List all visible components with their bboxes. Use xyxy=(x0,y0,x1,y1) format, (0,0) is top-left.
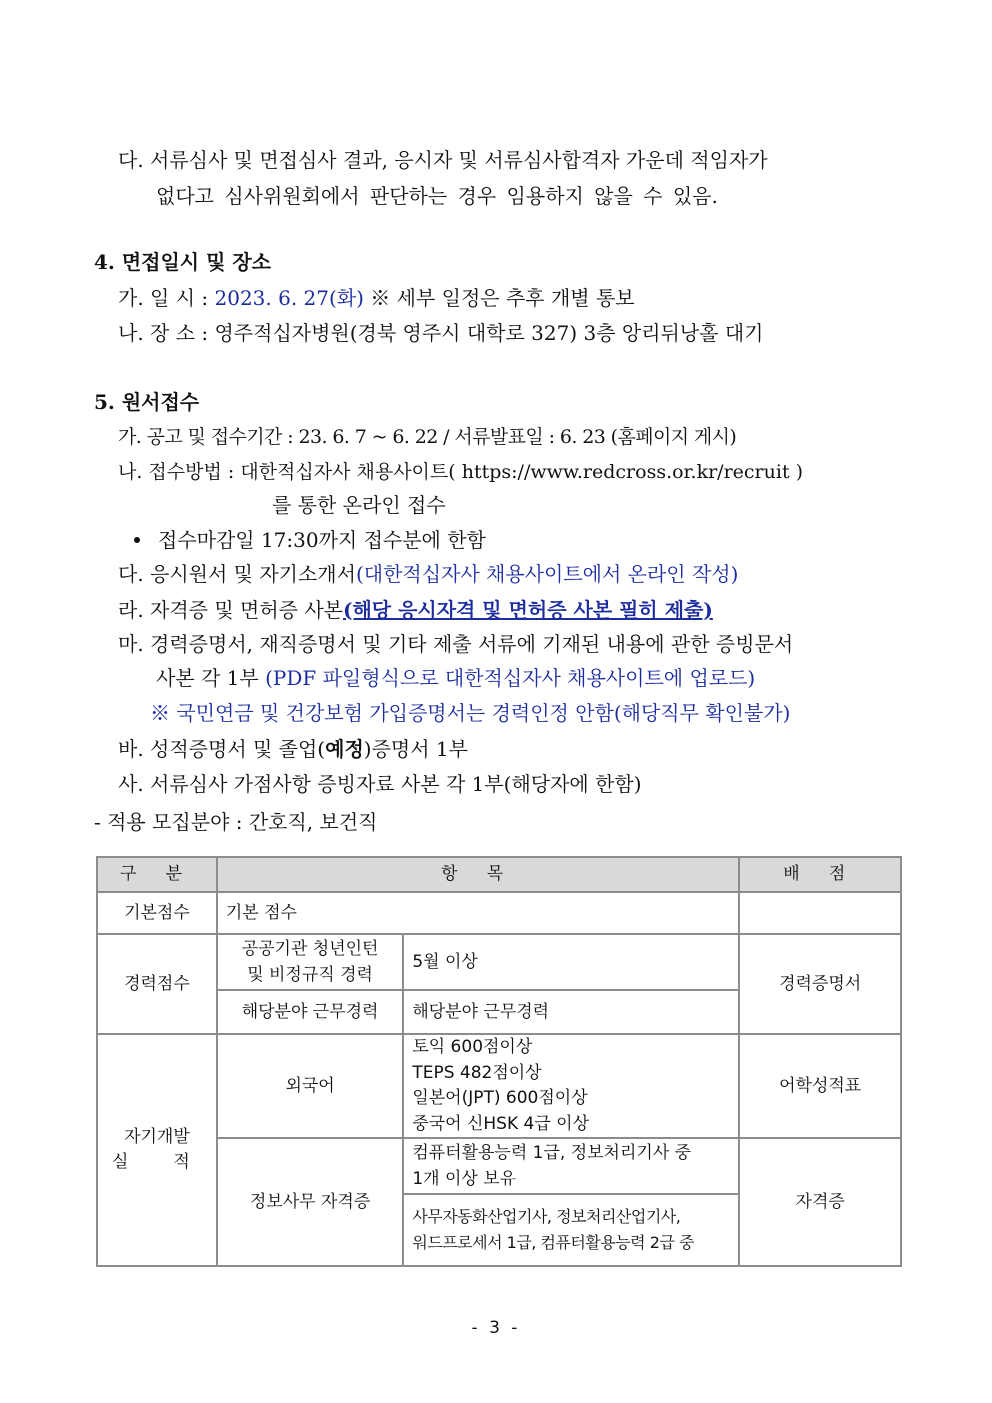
resume-line: 다. 응시원서 및 자기소개서(대한적십자사 채용사이트에서 온라인 작성) xyxy=(118,562,739,586)
career-item-field: 해당분야 근무경력 xyxy=(217,990,403,1034)
lang-score: 어학성적표 xyxy=(739,1034,901,1138)
cert-item: 정보사무 자격증 xyxy=(217,1138,403,1266)
basic-category: 기본점수 xyxy=(97,892,217,934)
section-c-line2: 없다고 심사위원회에서 판단하는 경우 임용하지 않을 수 있음. xyxy=(156,184,718,208)
application-method-line1: 나. 접수방법 : 대한적십자사 채용사이트( https://www.redcross.or.kr/recruit ) xyxy=(118,461,804,483)
career-detail-field: 해당분야 근무경력 xyxy=(403,990,739,1034)
interview-date-line: 가. 일 시 : 2023. 6. 27(화) ※ 세부 일정은 추후 개별 통보 xyxy=(118,286,635,310)
career-cert-line2: 사본 각 1부 (PDF 파일형식으로 대한적십자사 채용사이트에 업로드) xyxy=(156,666,756,690)
header-score: 배 점 xyxy=(739,857,901,892)
page-number: - 3 - xyxy=(471,1318,521,1338)
license-line: 라. 자격증 및 면허증 사본(해당 응시자격 및 면허증 사본 필히 제출) xyxy=(118,598,713,622)
basic-item: 기본 점수 xyxy=(217,892,740,934)
transcript-line: 바. 성적증명서 및 졸업(예정)증명서 1부 xyxy=(118,737,468,761)
cert-detail-2: 사무자동화산업기사, 정보처리산업기사, 워드프로세서 1급, 컴퓨터활용능력 2급 중 xyxy=(403,1194,739,1266)
score-table xyxy=(96,856,902,1267)
table-row xyxy=(97,1034,901,1138)
table-header-row xyxy=(97,857,901,892)
bullet-icon xyxy=(134,537,140,543)
career-category: 경력점수 xyxy=(97,934,217,1034)
interview-date: 2023. 6. 27(화) xyxy=(214,286,364,310)
table-row xyxy=(97,892,901,934)
section4-heading: 4. 면접일시 및 장소 xyxy=(94,250,272,274)
application-period: 가. 공고 및 접수기간 : 23. 6. 7 ~ 6. 22 / 서류발표일 : 6. 23 (홈페이지 게시) xyxy=(118,426,737,448)
cert-score: 자격증 xyxy=(739,1138,901,1266)
pension-note: ※ 국민연금 및 건강보험 가입증명서는 경력인정 안함(해당직무 확인불가) xyxy=(150,701,791,725)
deadline-bullet: 접수마감일 17:30까지 접수분에 한함 xyxy=(134,528,486,552)
interview-place-line: 나. 장 소 : 영주적십자병원(경북 영주시 대학로 327) 3층 앙리뒤낭홀 대기 xyxy=(118,321,764,345)
apply-fields-line: - 적용 모집분야 : 간호직, 보건직 xyxy=(94,810,378,834)
career-item-intern: 공공기관 청년인턴 및 비정규직 경력 xyxy=(217,934,403,990)
lang-details: 토익 600점이상 TEPS 482점이상 일본어(JPT) 600점이상 중국어 신HSK 4급 이상 xyxy=(403,1034,739,1138)
application-method-line2: 를 통한 온라인 접수 xyxy=(272,493,446,517)
table-row xyxy=(97,1138,901,1194)
section-c-line1: 다. 서류심사 및 면접심사 결과, 응시자 및 서류심사합격자 가운데 적임자가 xyxy=(118,148,768,172)
career-cert-line1: 마. 경력증명서, 재직증명서 및 기타 제출 서류에 기재된 내용에 관한 증빙문서 xyxy=(118,632,794,656)
header-item: 항 목 xyxy=(217,857,740,892)
header-category: 구 분 xyxy=(97,857,217,892)
cert-detail-1: 컴퓨터활용능력 1급, 정보처리기사 중 1개 이상 보유 xyxy=(403,1138,739,1194)
selfdev-category: 자기개발 실 적 xyxy=(97,1034,217,1266)
career-detail-intern: 5월 이상 xyxy=(403,934,739,990)
lang-item: 외국어 xyxy=(217,1034,403,1138)
basic-score xyxy=(739,892,901,934)
bonus-docs-line: 사. 서류심사 가점사항 증빙자료 사본 각 1부(해당자에 한함) xyxy=(118,772,642,796)
table-row xyxy=(97,934,901,990)
section5-heading: 5. 원서접수 xyxy=(94,390,200,414)
career-score: 경력증명서 xyxy=(739,934,901,1034)
license-required-note: (해당 응시자격 및 면허증 사본 필히 제출) xyxy=(343,598,713,622)
